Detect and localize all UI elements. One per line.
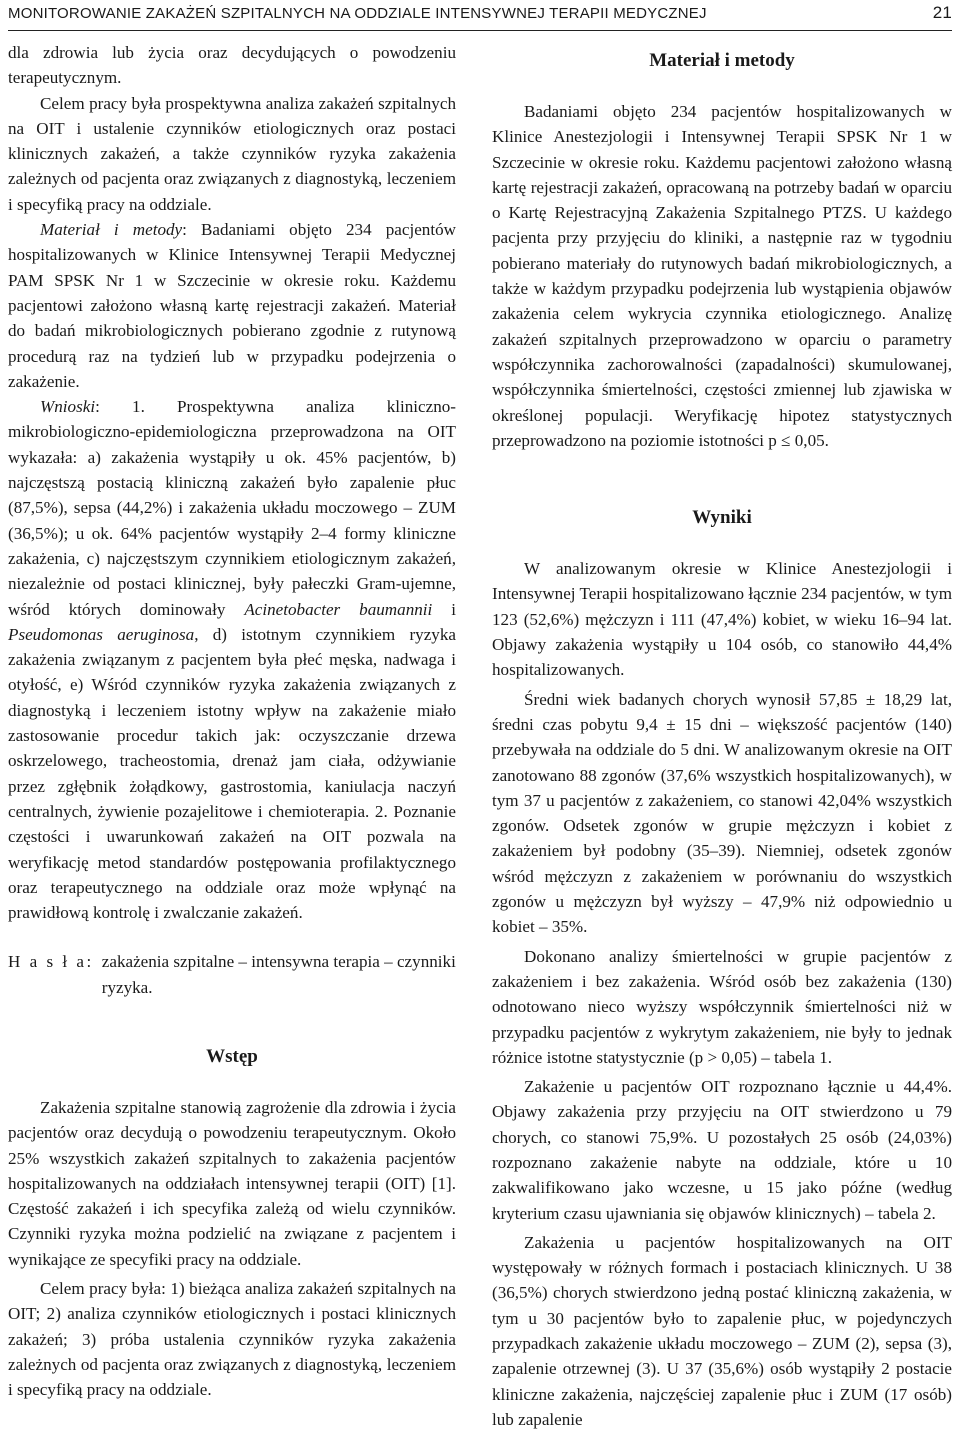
abstract-conclusions-label: Wnioski — [40, 397, 96, 417]
abstract-conclusions-text-b: , d) istotnym czynnikiem ryzyka zakażenia związanym z pacjentem była płeć męska, nadwaga i otyłość, e) Wśród czynników ryzyka zakażenia związanych z diagnostyką i leczeniem istotny wpływ na zakażenie miało zastosowanie procedur takich jak: oczyszczanie drzewa oskrzelowego, tracheostomia, drenaż jam ciała, odżywianie przez zgłębnik żołądkowy, gastrostomia, kaniulacja naczyń centralnych, żywienie pozajelitowe i chemioterapia. 2. Poznanie częstości i uwarunkowań zakażeń na OIT pozwala na weryfikację metod standardów postępowania profilaktycznego oraz terapeutycznego na oddziale oraz może wpłynąć na prawidłową kontrolę i zwalczanie zakażeń. — [8, 624, 456, 923]
keywords-text: zakażenia szpitalne – intensywna terapia – czynniki ryzyka. — [101, 952, 456, 997]
abstract-methods-text: : Badaniami objęto 234 pacjentów hospitalizowanych w Klinice Intensywnej Terapii Medycznej PAM SPSK Nr 1 w Szczecinie w okresie roku. Każdemu pacjentowi założono własną kartę rejestracji zakażeń. Materiał do badań mikrobiologicznych pobierano zgodnie z rutynową procedurą raz na tydzień lub w przypadku podejrzenia o zakażenie. — [8, 220, 456, 391]
methods-paragraph-1: Badaniami objęto 234 pacjentów hospitalizowanych w Klinice Anestezjologii i Intensywnej Terapii SPSK Nr 1 w Szczecinie w okresie roku. Każdemu pacjentowi założono własną kartę rejestracji zakażeń, opracowaną na potrzeby badań w oparciu o Kartę Rejestracyjną Zakażenia Szpitalnego PTZS. U każdego pacjenta przy przyjęciu do kliniki, a następnie raz w tygodniu pobierano materiały do rutynowych badań mikrobiologicznych, a także w każdym przypadku podejrzenia lub wystąpienia objawów zakażenia celem wykrycia czynnika etiologicznego. Analizę zakażeń szpitalnych przeprowadzono w oparciu o parametry współczynnika zachorowalności (zapadalności) skumulowanej, współczynnika śmiertelności, częstości zmiennej lub zjawiska w określonej populacji. Weryfikację hipotez statystycznych przeprowadzono na poziomie istotności p ≤ 0,05. — [492, 102, 952, 450]
results-paragraph-3: Dokonano analizy śmiertelności w grupie pacjentów z zakażeniem i bez zakażenia. Wśród osób bez zakażenia (130) odnotowano nieco wyższy współczynnik śmiertelności niż w przypadku pacjentów z wykrytym zakażeniem, nie były to jednak różnice istotne statystycznie (p > 0,05) – tabela 1. — [492, 946, 952, 1067]
right-column — [492, 40, 952, 1432]
abstract-conclusions-paragraph — [8, 394, 456, 925]
results-paragraph-1: W analizowanym okresie w Klinice Anestezjologii i Intensywnej Terapii hospitalizowano łącznie 234 pacjentów, w tym 123 (52,6%) mężczyzn i 111 (47,4%) kobiet, w wieku 16–94 lat. Objawy zakażenia wystąpiły u 104 osób, co stanowiło 44,4% hospitalizowanych. — [492, 559, 952, 680]
keywords-label: H a s ł a: — [8, 952, 94, 972]
intro-paragraph-1: Zakażenia szpitalne stanowią zagrożenie dla zdrowia i życia pacjentów oraz decydują o powodzeniu terapeutycznym. Około 25% wszystkich zakażeń szpitalnych to zakażenia pacjentów hospitalizowanych na oddziałach intensywnej terapii (OIT) [1]. Częstość zakażeń i ich specyfika zależą od wielu czynników. Czynniki ryzyka można podzielić na związane z pacjentem i wynikające ze specyfiki pracy na oddziale. — [8, 1097, 456, 1269]
conclusions-and: i — [432, 599, 457, 619]
results-paragraph-5: Zakażenia u pacjentów hospitalizowanych na OIT występowały w różnych formach i postaciach klinicznych. U 38 (36,5%) chorych stwierdzono jedną postać kliniczną zakażenia, w tym u 30 pacjentów było to zapalenie płuc, w pojedynczych przypadkach zakażenie układu moczowego – ZUM (2), sepsa (3), zapalenie otrzewnej (3). U 37 (35,6%) osób wystąpiły 2 postacie kliniczne zakażenia, najczęściej zapalenie płuc i ZUM (17 osób) lub zapalenie — [492, 1232, 952, 1429]
methods-title: Materiał i metody — [649, 50, 795, 71]
running-title: MONITOROWANIE ZAKAŻEŃ SZPITALNYCH NA ODDZIALE INTENSYWNEJ TERAPII MEDYCZNEJ — [8, 5, 707, 22]
species-pseudomonas: Pseudomonas aeruginosa — [8, 624, 195, 644]
abstract-methods-label: Materiał i metody — [40, 220, 183, 240]
results-title: Wyniki — [692, 507, 752, 529]
intro-title: Wstęp — [206, 1045, 258, 1067]
left-column — [8, 40, 456, 1403]
results-paragraph-2: Średni wiek badanych chorych wynosił 57,85 ± 18,29 lat, średni czas pobytu 9,4 ± 15 dni – większość pacjentów (140) przebywała na oddziale do 5 dni. W analizowanym okresie na OIT zanotowano 88 zgonów (37,6% wszystkich hospitalizowanych), w tym 37 u pacjentów z zakażeniem, co stanowi 42,04% wszystkich zgonów. Odsetek zgonów w grupie mężczyzn i kobiet z zakażeniem był podobny (35–39). Niemniej, odsetek zgonów wśród mężczyzn z zakażeniem w porównaniu do wszystkich zgonów u mężczyzn był wyższy – 47,9% niż odpowiednio u kobiet – 35%. — [492, 689, 952, 937]
abstract-conclusions-text-a: : 1. Prospektywna analiza kliniczno-mikrobiologiczno-epidemiologiczna przeprowadzona na OIT wykazała: a) zakażenia wystąpiły u ok. 45% pacjentów, b) najczęstszą postacią kliniczną zakażeń było zapalenie płuc (87,5%), sepsa (44,2%) i zakażenia układu moczowego – ZUM (36,5%); u ok. 64% pacjentów wystąpiły 2–4 formy kliniczne zakażenia, c) najczęstszym czynnikiem etiologicznym zakażeń, niezależnie od postaci klinicznej, były pałeczki Gram-ujemne, wśród których dominowały — [8, 397, 456, 619]
abstract-aim-paragraph: Celem pracy była prospektywna analiza zakażeń szpitalnych na OIT i ustalenie czynników etiologicznych oraz postaci klinicznych zakażeń, a także czynników ryzyka zakażenia zależnych od pacjenta oraz związanych z diagnostyką, leczeniem i specyfiką pracy na oddziale. — [8, 93, 456, 214]
results-paragraph-4: Zakażenie u pacjentów OIT rozpoznano łącznie u 44,4%. Objawy zakażenia przy przyjęciu na OIT stwierdzono u 79 chorych, co stanowi 75,9%. U pozostałych 25 osób (24,03%) rozpoznano zakażenie nabyte na oddziale, które u 10 zakwalifikowano jako wczesne, u 15 jako późne (według kryterium czasu ujawniania się objawów klinicznych) – tabela 2. — [492, 1077, 952, 1223]
intro-paragraph-2: Celem pracy była: 1) bieżąca analiza zakażeń szpitalnych na OIT; 2) analiza czynników etiologicznych i postaci klinicznych zakażeń; 3) próba ustalenia czynników ryzyka zakażenia zależnych od pacjenta oraz związanych z diagnostyką, leczeniem i specyfiką pracy na oddziale. — [8, 1279, 456, 1400]
species-acinetobacter: Acinetobacter baumannii — [244, 599, 433, 619]
abstract-methods-paragraph — [8, 217, 456, 394]
keywords — [8, 949, 456, 1000]
page-number: 21 — [932, 3, 952, 22]
abstract-paragraph-0: dla zdrowia lub życia oraz decydujących o powodzeniu terapeutycznym. — [8, 43, 456, 88]
running-header — [8, 0, 952, 31]
